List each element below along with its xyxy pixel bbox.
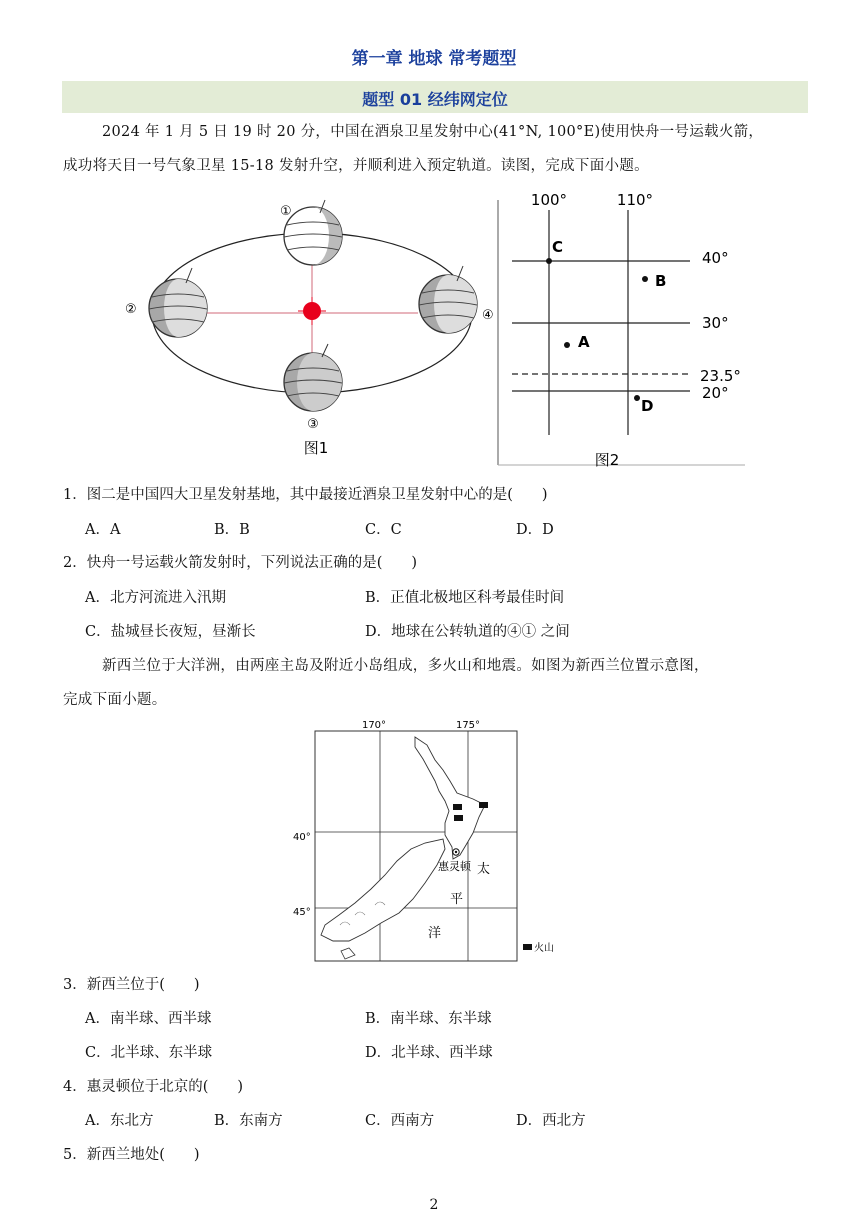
question-2-stem: 2．快舟一号运载火箭发射时，下列说法正确的是( ) bbox=[63, 555, 418, 571]
volcano-icon bbox=[453, 804, 462, 810]
wellington-label: 惠灵顿 bbox=[438, 860, 471, 873]
page-number: 2 bbox=[429, 1197, 439, 1213]
figure2-caption: 图2 bbox=[594, 451, 620, 469]
q3-option-d[interactable]: D．北半球、西半球 bbox=[365, 1045, 493, 1061]
figure1-caption: 图1 bbox=[303, 439, 329, 457]
ocean-label-3: 洋 bbox=[428, 926, 442, 941]
question-1-stem: 1．图二是中国四大卫星发射基地，其中最接近酒泉卫星发射中心的是( ) bbox=[63, 487, 548, 503]
passage2-line2: 完成下面小题。 bbox=[63, 692, 167, 708]
section-title: 题型 01 经纬网定位 bbox=[362, 90, 508, 109]
question-4-stem: 4．惠灵顿位于北京的( ) bbox=[63, 1079, 244, 1095]
q4-option-d[interactable]: D．西北方 bbox=[516, 1113, 586, 1129]
lat-label-40: 40° bbox=[702, 249, 729, 267]
q3-option-c[interactable]: C．北半球、东半球 bbox=[85, 1045, 213, 1061]
stewart-island-shape bbox=[341, 948, 355, 959]
south-island-shape bbox=[321, 839, 445, 941]
q4-option-a[interactable]: A．东北方 bbox=[85, 1113, 154, 1129]
q1-option-c[interactable]: C．C bbox=[365, 522, 402, 538]
legend-volcano-icon bbox=[523, 944, 532, 950]
point-c-label: C bbox=[552, 238, 564, 256]
lat-label-45: 45° bbox=[293, 907, 311, 918]
q1-option-d[interactable]: D．D bbox=[516, 522, 554, 538]
ocean-label-1: 太 bbox=[477, 862, 491, 877]
q4-option-b[interactable]: B．东南方 bbox=[214, 1113, 283, 1129]
q1-option-b[interactable]: B．B bbox=[214, 522, 250, 538]
position-3-label: ③ bbox=[307, 417, 319, 432]
passage2-line1: 新西兰位于大洋洲，由两座主岛及附近小岛组成，多火山和地震。如图为新西兰位置示意图， bbox=[102, 658, 709, 674]
volcano-icon bbox=[454, 815, 463, 821]
point-a-label: A bbox=[578, 333, 590, 351]
q4-option-c[interactable]: C．西南方 bbox=[365, 1113, 435, 1129]
lon-label-170: 170° bbox=[361, 720, 387, 731]
new-zealand-location-map bbox=[285, 715, 570, 965]
lon-label-100: 100° bbox=[530, 191, 568, 209]
north-island-shape bbox=[415, 737, 485, 859]
q2-option-b[interactable]: B．正值北极地区科考最佳时间 bbox=[365, 590, 565, 606]
earth-position-3-icon bbox=[284, 344, 342, 411]
q1-option-a[interactable]: A．A bbox=[85, 522, 121, 538]
lon-label-110: 110° bbox=[616, 191, 654, 209]
lon-label-175: 175° bbox=[455, 720, 481, 731]
position-1-label: ① bbox=[280, 204, 292, 219]
position-2-label: ② bbox=[125, 302, 137, 317]
figure1-orbit-diagram bbox=[120, 195, 500, 465]
question-3-stem: 3．新西兰位于( ) bbox=[63, 977, 200, 993]
lat-label-20: 20° bbox=[702, 384, 729, 402]
figure2-grid-map bbox=[495, 185, 750, 470]
position-4-label: ④ bbox=[482, 308, 494, 323]
wellington-marker-icon bbox=[455, 851, 457, 853]
passage1-line1: 2024 年 1 月 5 日 19 时 20 分，中国在酒泉卫星发射中心(41°N, 100°E)使用快舟一号运载火箭， bbox=[102, 124, 764, 140]
lat-label-40: 40° bbox=[293, 832, 311, 843]
earth-position-4-icon bbox=[419, 266, 477, 333]
q2-option-d[interactable]: D．地球在公转轨道的④① 之间 bbox=[365, 624, 570, 640]
volcano-icon bbox=[479, 802, 488, 808]
q2-option-c[interactable]: C．盐城昼长夜短，昼渐长 bbox=[85, 624, 256, 640]
earth-position-2-icon bbox=[149, 268, 207, 337]
lat-label-30: 30° bbox=[702, 314, 729, 332]
q3-option-a[interactable]: A．南半球、西半球 bbox=[85, 1011, 212, 1027]
point-b-label: B bbox=[655, 272, 667, 290]
question-5-stem: 5．新西兰地处( ) bbox=[63, 1147, 200, 1163]
lat-label-23-5: 23.5° bbox=[700, 367, 741, 385]
chapter-title: 第一章 地球 常考题型 bbox=[351, 49, 517, 69]
passage1-line2: 成功将天目一号气象卫星 15-18 发射升空，并顺利进入预定轨道。读图，完成下面小题。 bbox=[63, 158, 649, 174]
earth-position-1-icon bbox=[284, 200, 342, 265]
q2-option-a[interactable]: A．北方河流进入汛期 bbox=[85, 590, 226, 606]
point-d-label: D bbox=[641, 397, 654, 415]
ocean-label-2: 平 bbox=[450, 892, 464, 907]
legend-volcano-label: 火山 bbox=[534, 943, 554, 954]
q3-option-b[interactable]: B．南半球、东半球 bbox=[365, 1011, 492, 1027]
